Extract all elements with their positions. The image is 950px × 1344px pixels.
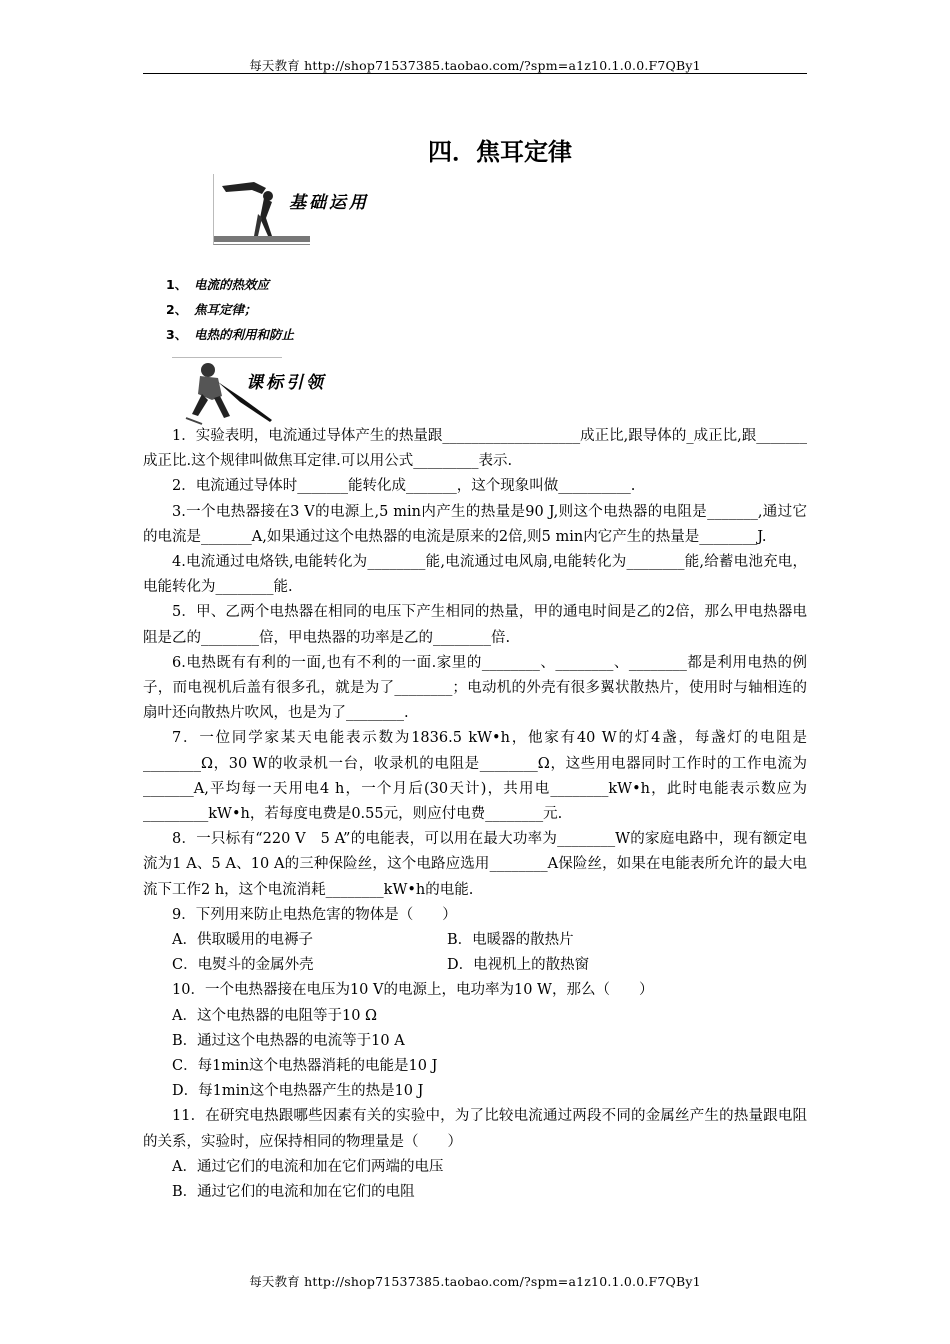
question-6: 6.电热既有有利的一面,也有不利的一面.家里的________、________、________都是利用电热的例子，而电视机后盖有很多孔，就是为了________；电动机的外壳有很多翼状散热片，使用时与轴相连的扇叶还向散热片吹风，也是为了________. xyxy=(143,654,807,722)
outline-item: 3、 电热的利用和防止 xyxy=(166,327,295,342)
question-9-option-c: C．电熨斗的金属外壳 xyxy=(172,957,314,974)
question-8: 8．一只标有“220 V 5 A”的电能表，可以用在最大功率为________W的家庭电路中，现有额定电流为1 A、5 A、10 A的三种保险丝，这个电路应选用________A保险丝，如果在电能表所允许的最大电流下工作2 h，这个电流消耗________kW•h的电能. xyxy=(143,831,807,898)
question-11-stem: 11．在研究电热跟哪些因素有关的实验中，为了比较电流通过两段不同的金属丝产生的热量跟电阻的关系，实验时，应保持相同的物理量是（ ） xyxy=(143,1108,807,1150)
page-header: 每天教育 http://shop71537385.taobao.com/?spm=a1z10.1.0.0.F7QBy1 xyxy=(249,58,701,73)
question-9-option-b: B．电暖器的散热片 xyxy=(447,932,574,949)
question-2: 2．电流通过导体时_______能转化成_______，这个现象叫做__________. xyxy=(172,478,636,495)
question-5: 5．甲、乙两个电热器在相同的电压下产生相同的热量，甲的通电时间是乙的2倍，那么甲电热器电阻是乙的________倍，甲电热器的功率是乙的________倍. xyxy=(143,604,807,646)
header-rule xyxy=(143,73,807,74)
question-11-option-b: B．通过它们的电流和加在它们的电阻 xyxy=(172,1184,415,1201)
question-10-option-b: B．通过这个电热器的电流等于10 A xyxy=(172,1032,405,1049)
question-10-option-a: A．这个电热器的电阻等于10 Ω xyxy=(172,1007,378,1024)
question-9-option-d: D．电视机上的散热窗 xyxy=(447,957,590,974)
question-10-option-c: C．每1min这个电热器消耗的电能是10 J xyxy=(172,1058,438,1075)
question-4: 4.电流通过电烙铁,电能转化为________能,电流通过电风扇,电能转化为________能,给蓄电池充电，电能转化为________能. xyxy=(143,554,807,596)
question-content xyxy=(143,424,807,1205)
question-9-options-row xyxy=(143,953,807,978)
question-9-options-row xyxy=(143,928,807,953)
section-curriculum-guide: 课标引领 xyxy=(246,373,326,393)
question-10-stem: 10．一个电热器接在电压为10 V的电源上，电功率为10 W，那么（ ） xyxy=(172,982,654,999)
outline-item: 1、 电流的热效应 xyxy=(166,277,270,292)
question-10-option-d: D．每1min这个电热器产生的热是10 J xyxy=(172,1083,424,1100)
outline-list xyxy=(166,275,294,350)
outline-item: 2、 焦耳定律； xyxy=(166,302,257,317)
question-3: 3.一个电热器接在3 V的电源上,5 min内产生的热量是90 J,则这个电热器的电阻是_______,通过它的电流是_______A,如果通过这个电热器的电流是原来的2倍,则5 min内它产生的热量是________J. xyxy=(143,503,807,545)
section-basic-application: 基础运用 xyxy=(289,193,369,213)
question-11-option-a: A．通过它们的电流和加在它们两端的电压 xyxy=(172,1158,444,1175)
question-9-option-a: A．供取暖用的电褥子 xyxy=(172,932,313,949)
question-1: 1．实验表明，电流通过导体产生的热量跟___________________成正比,跟导体的_成正比,跟_______成正比.这个规律叫做焦耳定律.可以用公式_________表示. xyxy=(143,428,807,470)
question-9-stem: 9．下列用来防止电热危害的物体是（ ） xyxy=(172,906,457,923)
question-7: 7．一位同学家某天电能表示数为1836.5 kW•h，他家有40 W的灯4盏，每盏灯的电阻是________Ω，30 W的收录机一台，收录机的电阻是________Ω，这些用电器同时工作时的工作电流为_______A,平均每一天用电4 h，一个月后(30天计)，共用电________kW•h，此时电能表示数应为_________kW•h，若每度电费是0.55元，则应付电费________元. xyxy=(143,730,807,823)
page-footer: 每天教育 http://shop71537385.taobao.com/?spm=a1z10.1.0.0.F7QBy1 xyxy=(249,1274,701,1289)
page-title: 四．焦耳定律 xyxy=(428,138,572,166)
